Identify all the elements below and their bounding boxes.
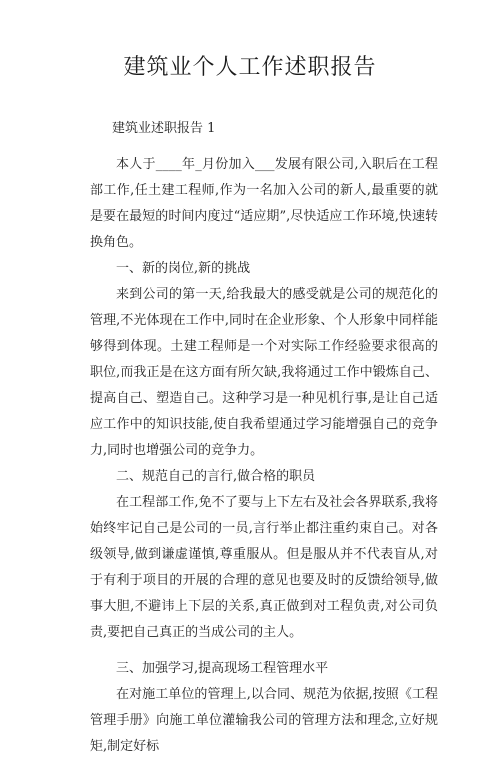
section-2-paragraph: 在工程部工作,免不了要与上下左右及社会各界联系,我将始终牢记自己是公司的一员,言行举止都注重约束自己。对各级领导,做到谦虚谨慎,尊重服从。但是服从并不代表盲从,对于有利于项目的开展的合理的意见也要及时的反馈给领导,做事大胆,不避讳上下层的关系,真正做到对工程负责,对公司负责,要把自己真正的当成公司的主人。 <box>90 495 438 640</box>
section-3-paragraph: 在对施工单位的管理上,以合同、规范为依据,按照《工程管理手册》向施工单位灌输我公司的管理方法和理念,立好规矩,制定好标 <box>90 687 438 754</box>
section-1-paragraph: 来到公司的第一天,给我最大的感受就是公司的规范化的管理,不光体现在工作中,同时在企业形象、个人形象中同样能够得到体现。土建工程师是一个对实际工作经验要求很高的职位,而我正是在这方面有所欠缺,我将通过工作中锻炼自己、提高自己、塑造自己。这种学习是一种见机行事,是让自己适应工作中的知识技能,使自我希望通过学习能增强自己的竞争力,同时也增强公司的竞争力。 <box>90 287 438 458</box>
document-title: 建筑业个人工作述职报告 <box>123 55 377 80</box>
section-heading-1: 一、新的岗位,新的挑战 <box>116 261 251 276</box>
section-heading-2: 二、规范自己的言行,做合格的职员 <box>116 469 316 484</box>
report-subtitle: 建筑业述职报告 1 <box>112 121 216 136</box>
intro-paragraph: 本人于____年_月份加入___发展有限公司,入职后在工程部工作,任土建工程师,作为一名加入公司的新人,最重要的就是要在最短的时间内度过“适应期”,尽快适应工作环境,快速转换角色。 <box>90 157 438 250</box>
section-heading-3: 三、加强学习,提高现场工程管理水平 <box>116 661 329 676</box>
paragraph-spacer <box>90 646 438 656</box>
